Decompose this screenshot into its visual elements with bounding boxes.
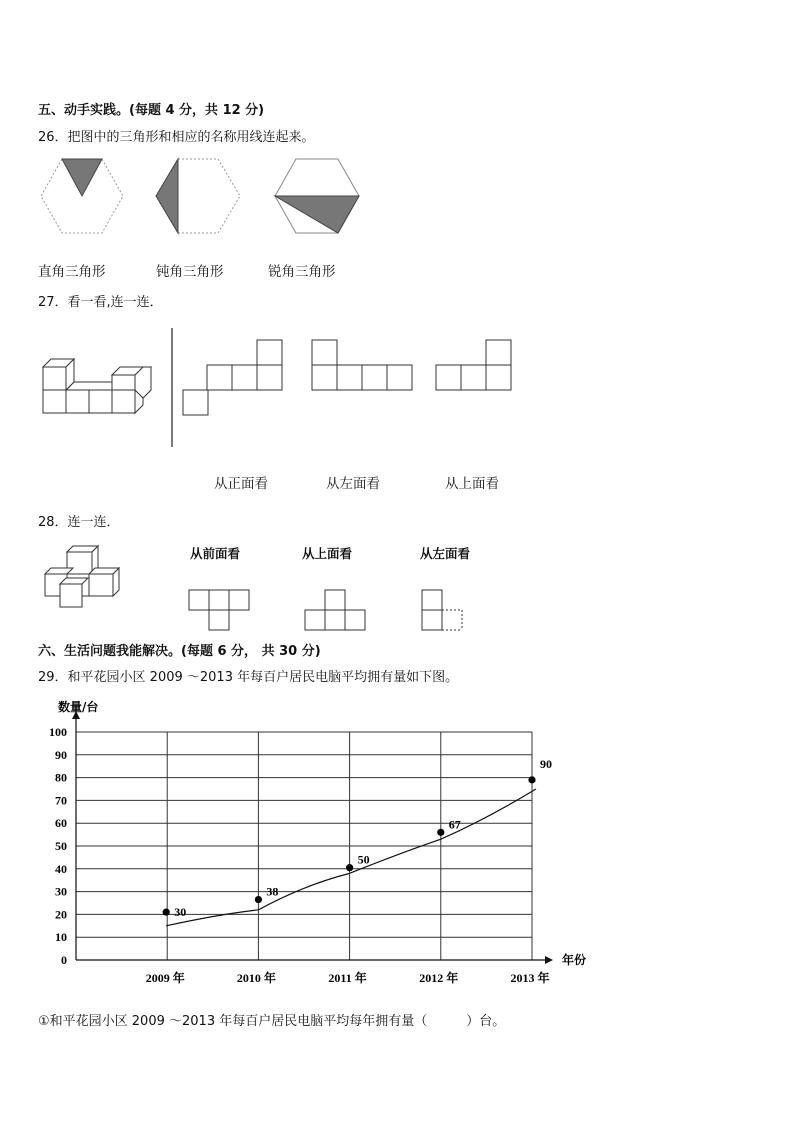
y-tick-label: 20 [55, 907, 67, 922]
q26-figures [0, 150, 794, 270]
y-tick-label: 10 [55, 930, 67, 945]
data-point [437, 829, 444, 836]
q27-figures [0, 320, 794, 460]
label-acute-triangle: 锐角三角形 [268, 264, 336, 280]
cube-stack-figure [43, 359, 151, 413]
data-point [255, 896, 262, 903]
question-29-text: 29．和平花园小区 2009 ～2013 年每百户居民电脑平均拥有量如下图。 [38, 670, 459, 685]
cube-cross-figure [45, 546, 119, 607]
data-point [528, 776, 535, 783]
label-front-view-28: 从前面看 [190, 546, 241, 561]
question-27-text: 27．看一看,连一连． [38, 295, 163, 310]
data-label: 90 [540, 756, 552, 771]
data-point [163, 909, 170, 916]
y-tick-label: 70 [55, 793, 67, 808]
y-tick-label: 90 [55, 747, 67, 762]
data-label: 67 [448, 817, 461, 832]
data-label: 30 [174, 905, 187, 920]
label-top-view: 从上面看 [445, 476, 499, 492]
view-28-figure-2 [305, 590, 365, 630]
y-tick-label: 50 [55, 839, 67, 853]
label-left-view: 从左面看 [326, 476, 380, 492]
view-figure-1 [183, 340, 282, 415]
hexagon-acute-triangle-figure [275, 159, 359, 233]
x-tick-label: 2011 年 [328, 971, 367, 985]
section-5-heading: 五、动手实践。(每题 4 分，共 12 分) [38, 103, 265, 118]
data-label: 38 [266, 884, 279, 899]
hexagon-obtuse-triangle-figure [156, 159, 240, 233]
x-tick-label: 2012 年 [419, 971, 459, 985]
view-figure-3 [436, 340, 511, 390]
view-figure-2 [312, 340, 412, 390]
x-tick-label: 2009 年 [145, 971, 185, 985]
label-top-view-28: 从上面看 [302, 546, 353, 561]
q28-figures [0, 540, 794, 640]
x-tick-label: 2010 年 [236, 971, 276, 985]
data-point [346, 864, 353, 871]
question-26-text: 26．把图中的三角形和相应的名称用线连起来。 [38, 130, 315, 145]
question-28-text: 28．连一连． [38, 515, 120, 530]
view-28-figure-3 [422, 590, 462, 630]
y-tick-label: 30 [55, 884, 67, 899]
label-left-view-28: 从左面看 [420, 546, 471, 561]
y-tick-label: 0 [61, 953, 67, 967]
y-tick-label: 100 [49, 725, 67, 739]
trend-line [166, 789, 536, 926]
y-tick-label: 40 [55, 861, 67, 876]
view-28-figure-1 [189, 590, 249, 630]
label-front-view: 从正面看 [214, 476, 268, 492]
y-tick-label: 60 [55, 816, 67, 831]
label-right-triangle: 直角三角形 [38, 264, 106, 280]
question-29-sub-1: ①和平花园小区 2009 ～2013 年每百户居民电脑平均每年拥有量（ ）台。 [38, 1014, 506, 1029]
y-axis-title: 数量/台 [58, 700, 99, 714]
x-tick-label: 2013 年 [510, 971, 550, 985]
label-obtuse-triangle: 钝角三角形 [156, 264, 224, 280]
data-label: 50 [357, 852, 370, 867]
x-axis-arrow [545, 956, 553, 964]
computer-ownership-line-chart [0, 695, 794, 995]
hexagon-right-triangle-figure [41, 159, 123, 233]
section-6-heading: 六、生活问题我能解决。(每题 6 分， 共 30 分) [38, 644, 321, 659]
y-tick-label: 80 [55, 770, 67, 785]
x-axis-title: 年份 [562, 953, 587, 967]
